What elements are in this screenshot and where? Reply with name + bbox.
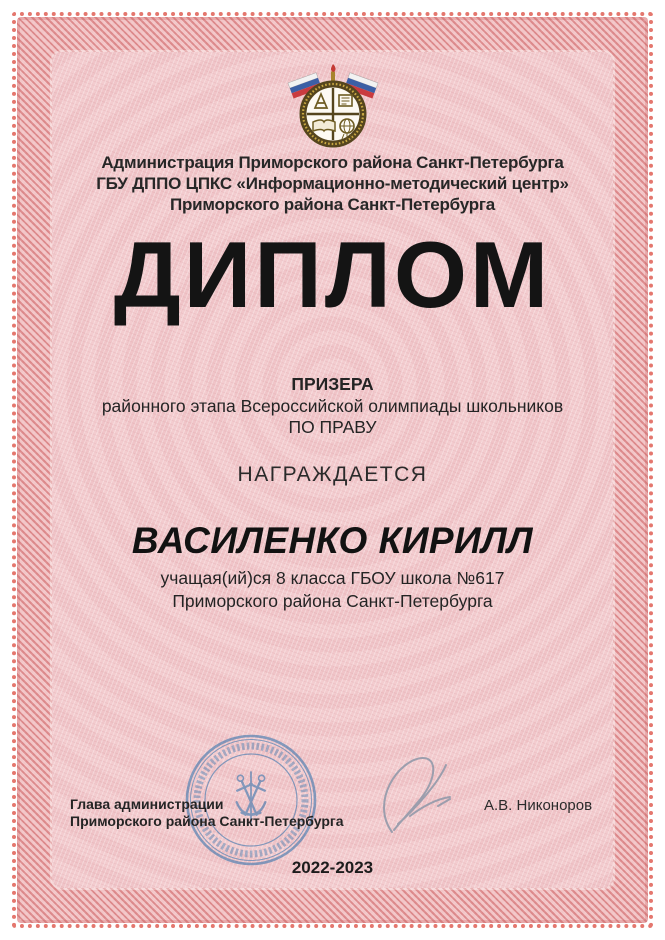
award-block [0,374,665,439]
award-status: ПРИЗЕРА [291,374,374,394]
award-subject: ПО ПРАВУ [288,417,377,437]
issuer-line-3: Приморского района Санкт-Петербурга [169,195,496,214]
signatory-position-line-1: Глава администрации [70,796,224,812]
diploma-title: ДИПЛОМ [113,222,552,327]
issuer-line-1: Администрация Приморского района Санкт-Петербурга [101,153,564,172]
signatory-position [70,796,344,830]
signatory-name: А.В. Никоноров [484,797,593,814]
recipient-name: ВАСИЛЕНКО КИРИЛЛ [131,520,534,561]
signature-icon [378,752,478,848]
school-year: 2022-2023 [291,858,374,877]
issuer-block [0,152,665,215]
issuer-line-2: ГБУ ДППО ЦПКС «Информационно-методический центр» [96,174,569,193]
recipient-description-line-2: Приморского района Санкт-Петербурга [172,591,493,611]
award-event: районного этапа Всероссийской олимпиады школьников [101,395,564,416]
recipient-description-line-1: учащая(ий)ся 8 класса ГБОУ школа №617 [160,568,505,588]
awarded-label: НАГРАЖДАЕТСЯ [237,463,428,486]
recipient-description [0,567,665,613]
olympiad-emblem-icon [281,62,385,150]
signatory-position-line-2: Приморского района Санкт-Петербурга [70,813,344,829]
